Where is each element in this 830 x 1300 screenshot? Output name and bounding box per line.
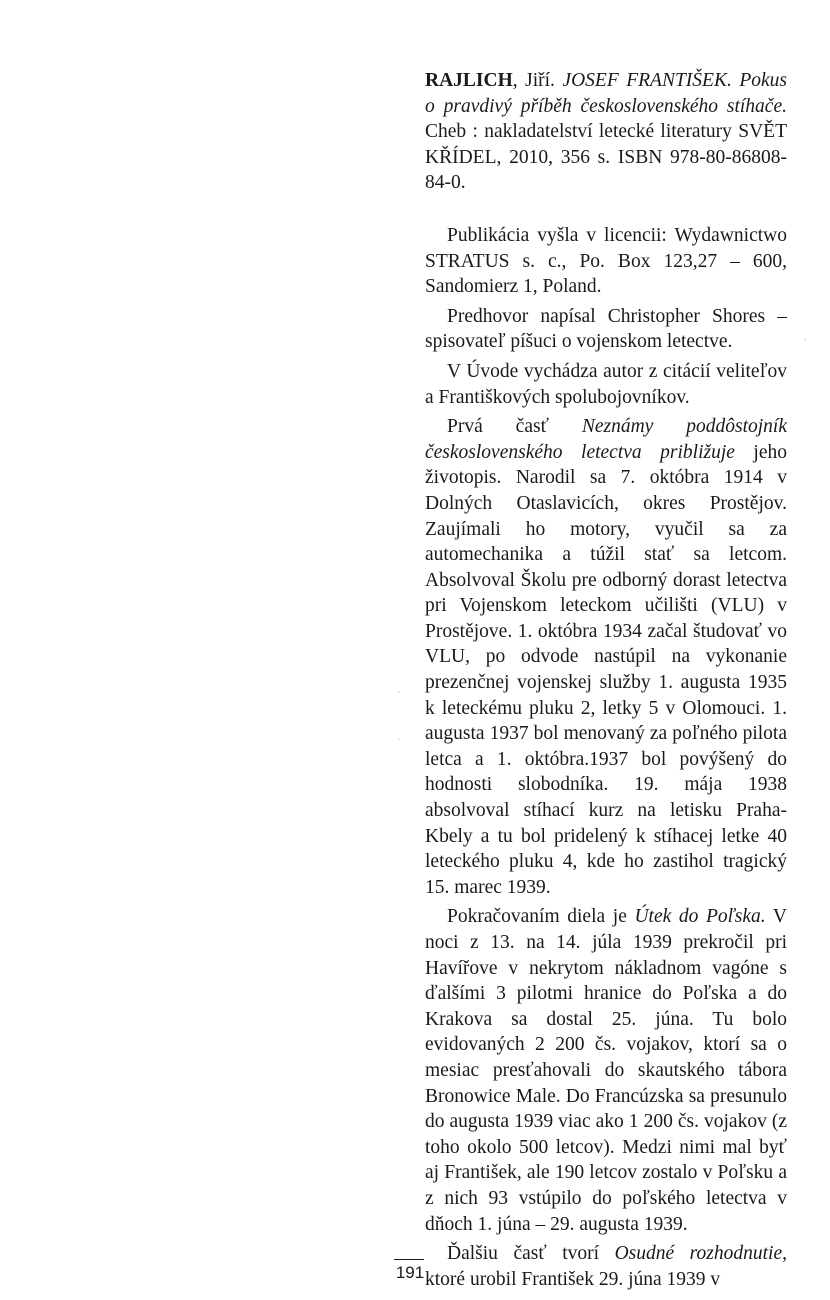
paragraph-fateful-decision — [425, 1241, 787, 1292]
author-surname: RAJLICH — [425, 70, 513, 91]
bibliography-entry — [425, 68, 787, 196]
scan-speck: · — [803, 332, 807, 346]
text-column — [425, 68, 787, 1292]
chapter-title-part-one: Neznámy poddôstojník československého letectva približuje — [425, 416, 787, 463]
paragraph-foreword: Predhovor napísal Christopher Shores – spisovateľ píšuci o vojenskom letectve. — [425, 305, 787, 353]
page-number: 191 — [395, 1263, 425, 1282]
paragraph-decision-lead: Ďalšiu časť tvorí — [447, 1243, 615, 1265]
paragraph-part-one — [425, 414, 787, 900]
book-title: JOSEF FRANTIŠEK. Pokus o pravdivý příběh československého stíhače. — [425, 70, 787, 117]
paragraph-introduction: V Úvode vychádza autor z citácií veliteľov a Františkových spolubojovníkov. — [425, 360, 787, 408]
scan-speck: · — [397, 685, 401, 699]
publisher-details: Cheb : nakladatelství letecké literatury SVĚT KŘÍDEL, 2010, 356 s. ISBN 978-80-86808-84-0. — [425, 121, 787, 194]
author-given-name: , Jiří. — [512, 70, 563, 91]
paragraph-license: Publikácia vyšla v licencii: Wydawnictwo STRATUS s. c., Po. Box 123,27 – 600, Sandomierz 1, Poland. — [425, 224, 787, 298]
paragraph-part-one-body: jeho životopis. Narodil sa 7. októbra 1914 v Dolných Otaslavicích, okres Prostějov. Zaujímali ho motory, vyučil sa za automechanika a túžil stať sa letcom. Absolvoval Školu pre odborný dorast letectva pri Vojenskom leteckom učilišti (VLU) v Prostějove. 1. októbra 1934 začal študovať vo VLU, po odvode nastúpil na vykonanie prezenčnej vojenskej služby 1. augusta 1935 k leteckému pluku 2, letky 5 v Olomouci. 1. augusta 1937 bol menovaný za poľného pilota letca a 1. októbra.1937 bol povýšený do hodnosti slobodníka. 19. mája 1938 absolvoval stíhací kurz na letisku Praha-Kbely a tu bol pridelený k stíhacej letke 40 leteckého pluku 4, kde ho zastihol tragický 15. marec 1939. — [425, 441, 787, 898]
folio-rule — [394, 1259, 424, 1260]
paragraph-part-one-lead: Prvá časť — [447, 416, 582, 438]
chapter-title-decision: Osudné rozhodnutie, — [614, 1243, 787, 1265]
scan-speck: · — [397, 732, 401, 746]
chapter-title-escape: Útek do Poľska. — [634, 906, 766, 928]
paragraph-escape-lead: Pokračovaním diela je — [447, 906, 635, 928]
paragraph-escape-body: V noci z 13. na 14. júla 1939 prekročil pri Havířove v nekrytom nákladnom vagóne s ďalšími 3 pilotmi hranice do Poľska a do Krakova sa dostal 25. júna. Tu bolo evidovaných 2 200 čs. vojakov, ktorí sa o mesiac presťahovali do skautského tábora Bronowice Male. Do Francúzska sa presunulo do augusta 1939 viac ako 1 200 čs. vojakov (z toho okolo 500 letcov). Medzi nimi mal byť aj František, ale 190 letcov zostalo v Poľsku a z nich 93 vstúpilo do poľského letectva v dňoch 1. júna – 29. augusta 1939. — [425, 906, 788, 1235]
paragraph-escape-to-poland — [425, 904, 787, 1237]
paragraph-decision-body: ktoré urobil František 29. júna 1939 v — [425, 1268, 721, 1290]
